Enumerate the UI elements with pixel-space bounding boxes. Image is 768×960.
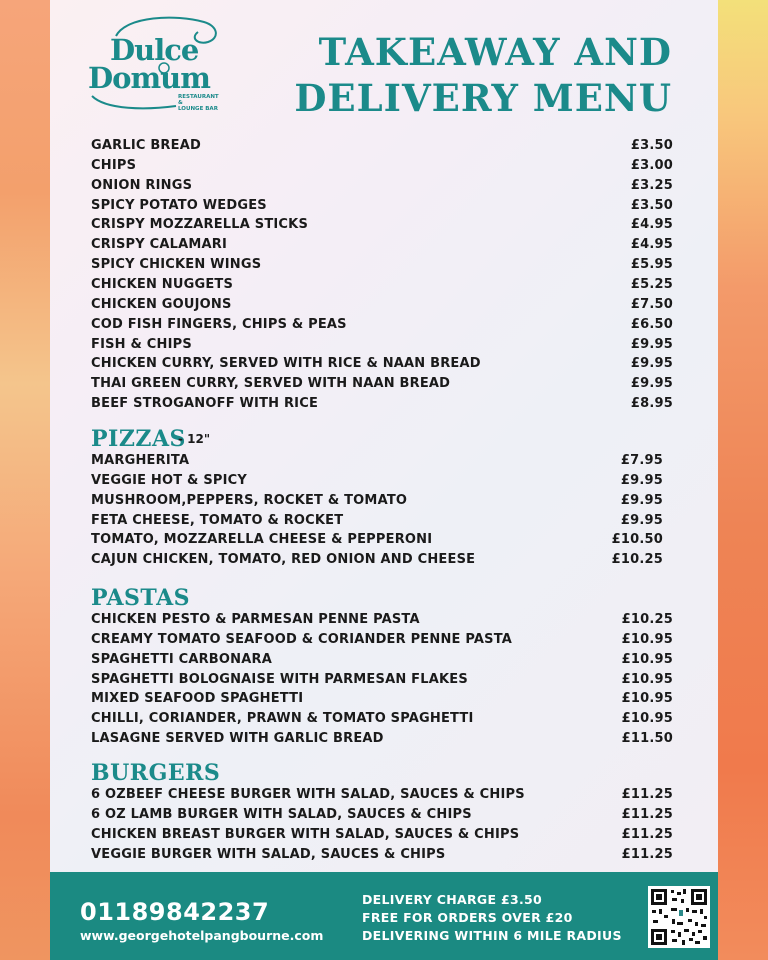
menu-item-name: SPICY POTATO WEDGES xyxy=(91,197,267,213)
menu-item-price: £11.25 xyxy=(621,787,673,802)
menu-item-price: £7.95 xyxy=(620,453,663,468)
menu-item-row xyxy=(91,689,673,709)
menu-item-name: CHICKEN BREAST BURGER WITH SALAD, SAUCES & CHIPS xyxy=(91,826,520,842)
menu-title-line2: DELIVERY MENU xyxy=(294,76,672,120)
menu-item-price: £10.25 xyxy=(621,612,673,627)
menu-item-name: COD FISH FINGERS, CHIPS & PEAS xyxy=(91,316,347,332)
menu-item-price: £9.95 xyxy=(630,376,673,392)
menu-item-price: £3.00 xyxy=(630,157,673,173)
section-heading-pizzas: PIZZAS xyxy=(91,426,186,452)
menu-item-price: £9.95 xyxy=(620,472,663,488)
menu-item-price: £6.50 xyxy=(630,316,673,332)
menu-item-name: MIXED SEAFOOD SPAGHETTI xyxy=(91,691,304,707)
menu-item-price: £4.95 xyxy=(630,237,673,253)
menu-item-row xyxy=(91,394,673,414)
menu-title-line1: TAKEAWAY AND xyxy=(318,30,672,74)
menu-item-row xyxy=(91,335,673,355)
menu-item-row xyxy=(91,215,673,235)
menu-item-row xyxy=(91,550,673,570)
menu-item-name: VEGGIE BURGER WITH SALAD, SAUCES & CHIPS xyxy=(91,846,446,862)
menu-item-price: £11.25 xyxy=(621,806,673,822)
menu-item-name: CRISPY MOZZARELLA STICKS xyxy=(91,217,309,233)
menu-item-price: £9.95 xyxy=(630,356,673,372)
menu-item-row xyxy=(91,136,673,156)
menu-item-name: MUSHROOM,PEPPERS, ROCKET & TOMATO xyxy=(91,492,408,508)
menu-item-row xyxy=(91,315,673,335)
menu-item-name: CHICKEN CURRY, SERVED WITH RICE & NAAN BREAD xyxy=(91,356,481,372)
menu-item-price: £10.95 xyxy=(621,671,673,687)
delivery-radius: DELIVERING WITHIN 6 MILE RADIUS xyxy=(362,928,622,943)
menu-item-row xyxy=(91,354,673,374)
menu-item-name: THAI GREEN CURRY, SERVED WITH NAAN BREAD xyxy=(91,376,451,392)
pizza-size-note: - 12" xyxy=(178,432,211,446)
menu-item-name: LASAGNE SERVED WITH GARLIC BREAD xyxy=(91,731,384,747)
menu-item-row xyxy=(91,729,673,749)
menu-item-row xyxy=(91,275,673,295)
menu-item-name: VEGGIE HOT & SPICY xyxy=(91,472,247,488)
logo-subtitle: RESTAURANT & LOUNGE BAR xyxy=(178,94,219,112)
menu-item-row xyxy=(91,511,673,531)
menu-item-row xyxy=(91,670,673,690)
menu-item-price: £11.25 xyxy=(621,846,673,862)
menu-item-row xyxy=(91,491,673,511)
menu-item-row xyxy=(91,805,673,825)
menu-item-price: £11.25 xyxy=(621,826,673,842)
menu-item-name: CHICKEN NUGGETS xyxy=(91,276,234,292)
menu-item-price: £10.95 xyxy=(621,691,673,707)
menu-item-name: BEEF STROGANOFF WITH RICE xyxy=(91,396,319,412)
menu-item-price: £3.50 xyxy=(630,197,673,213)
menu-item-row xyxy=(91,374,673,394)
menu-item-price: £9.95 xyxy=(630,336,673,352)
menu-item-name: MARGHERITA xyxy=(91,453,190,468)
menu-item-name: CREAMY TOMATO SEAFOOD & CORIANDER PENNE PASTA xyxy=(91,631,513,647)
menu-item-name: CHILLI, CORIANDER, PRAWN & TOMATO SPAGHETTI xyxy=(91,711,474,727)
menu-item-name: 6 OZBEEF CHEESE BURGER WITH SALAD, SAUCES & CHIPS xyxy=(91,787,525,802)
qr-pattern xyxy=(648,886,710,948)
menu-item-price: £3.50 xyxy=(630,138,673,153)
delivery-charge: DELIVERY CHARGE £3.50 xyxy=(362,892,543,907)
menu-item-price: £8.95 xyxy=(630,396,673,412)
menu-item-row xyxy=(91,845,673,865)
contact-footer xyxy=(50,872,718,960)
menu-item-row xyxy=(91,709,673,729)
menu-item-row xyxy=(91,196,673,216)
menu-item-name: TOMATO, MOZZARELLA CHEESE & PEPPERONI xyxy=(91,532,433,548)
menu-item-name: ONION RINGS xyxy=(91,177,193,193)
menu-item-name: CHICKEN GOUJONS xyxy=(91,296,232,312)
menu-item-row xyxy=(91,156,673,176)
menu-item-price: £9.95 xyxy=(620,492,663,508)
menu-item-row xyxy=(91,610,673,630)
menu-item-price: £11.50 xyxy=(621,731,673,747)
menu-item-name: SPICY CHICKEN WINGS xyxy=(91,257,262,273)
logo-text-bottom: Domum xyxy=(88,61,210,95)
menu-item-row xyxy=(91,176,673,196)
menu-item-name: SPAGHETTI BOLOGNAISE WITH PARMESAN FLAKES xyxy=(91,671,468,687)
menu-item-price: £7.50 xyxy=(630,296,673,312)
menu-item-row xyxy=(91,471,673,491)
menu-item-price: £10.95 xyxy=(621,711,673,727)
menu-item-price: £10.50 xyxy=(611,532,663,548)
phone-number[interactable]: 01189842237 xyxy=(80,898,270,926)
background-watercolor-left xyxy=(0,0,50,960)
menu-item-name: CHICKEN PESTO & PARMESAN PENNE PASTA xyxy=(91,612,420,627)
menu-item-row xyxy=(91,235,673,255)
menu-item-name: SPAGHETTI CARBONARA xyxy=(91,651,272,667)
website-link[interactable]: www.georgehotelpangbourne.com xyxy=(80,928,324,943)
menu-item-name: GARLIC BREAD xyxy=(91,138,201,153)
background-watercolor-right xyxy=(718,0,768,960)
menu-item-name: FISH & CHIPS xyxy=(91,336,192,352)
restaurant-logo xyxy=(86,14,226,114)
qr-code-icon[interactable] xyxy=(648,886,710,948)
menu-item-name: 6 OZ LAMB BURGER WITH SALAD, SAUCES & CHIPS xyxy=(91,806,472,822)
menu-item-name: CRISPY CALAMARI xyxy=(91,237,228,253)
menu-item-price: £5.95 xyxy=(630,257,673,273)
menu-item-row xyxy=(91,530,673,550)
section-heading-pastas: PASTAS xyxy=(91,585,191,611)
menu-item-price: £10.25 xyxy=(611,552,663,568)
menu-item-row xyxy=(91,451,673,471)
menu-item-row xyxy=(91,785,673,805)
menu-item-row xyxy=(91,295,673,315)
menu-item-name: FETA CHEESE, TOMATO & ROCKET xyxy=(91,512,344,528)
menu-item-row xyxy=(91,650,673,670)
logo-text-top: Dulce xyxy=(110,33,199,67)
menu-item-row xyxy=(91,825,673,845)
menu-item-name: CAJUN CHICKEN, TOMATO, RED ONION AND CHEESE xyxy=(91,552,476,568)
menu-item-price: £4.95 xyxy=(630,217,673,233)
menu-item-price: £10.95 xyxy=(621,631,673,647)
menu-item-price: £3.25 xyxy=(630,177,673,193)
menu-item-row xyxy=(91,630,673,650)
menu-item-price: £10.95 xyxy=(621,651,673,667)
menu-item-name: CHIPS xyxy=(91,157,137,173)
free-delivery-threshold: FREE FOR ORDERS OVER £20 xyxy=(362,910,573,925)
menu-item-price: £9.95 xyxy=(620,512,663,528)
menu-item-row xyxy=(91,255,673,275)
menu-item-price: £5.25 xyxy=(630,276,673,292)
section-heading-burgers: BURGERS xyxy=(91,760,221,786)
